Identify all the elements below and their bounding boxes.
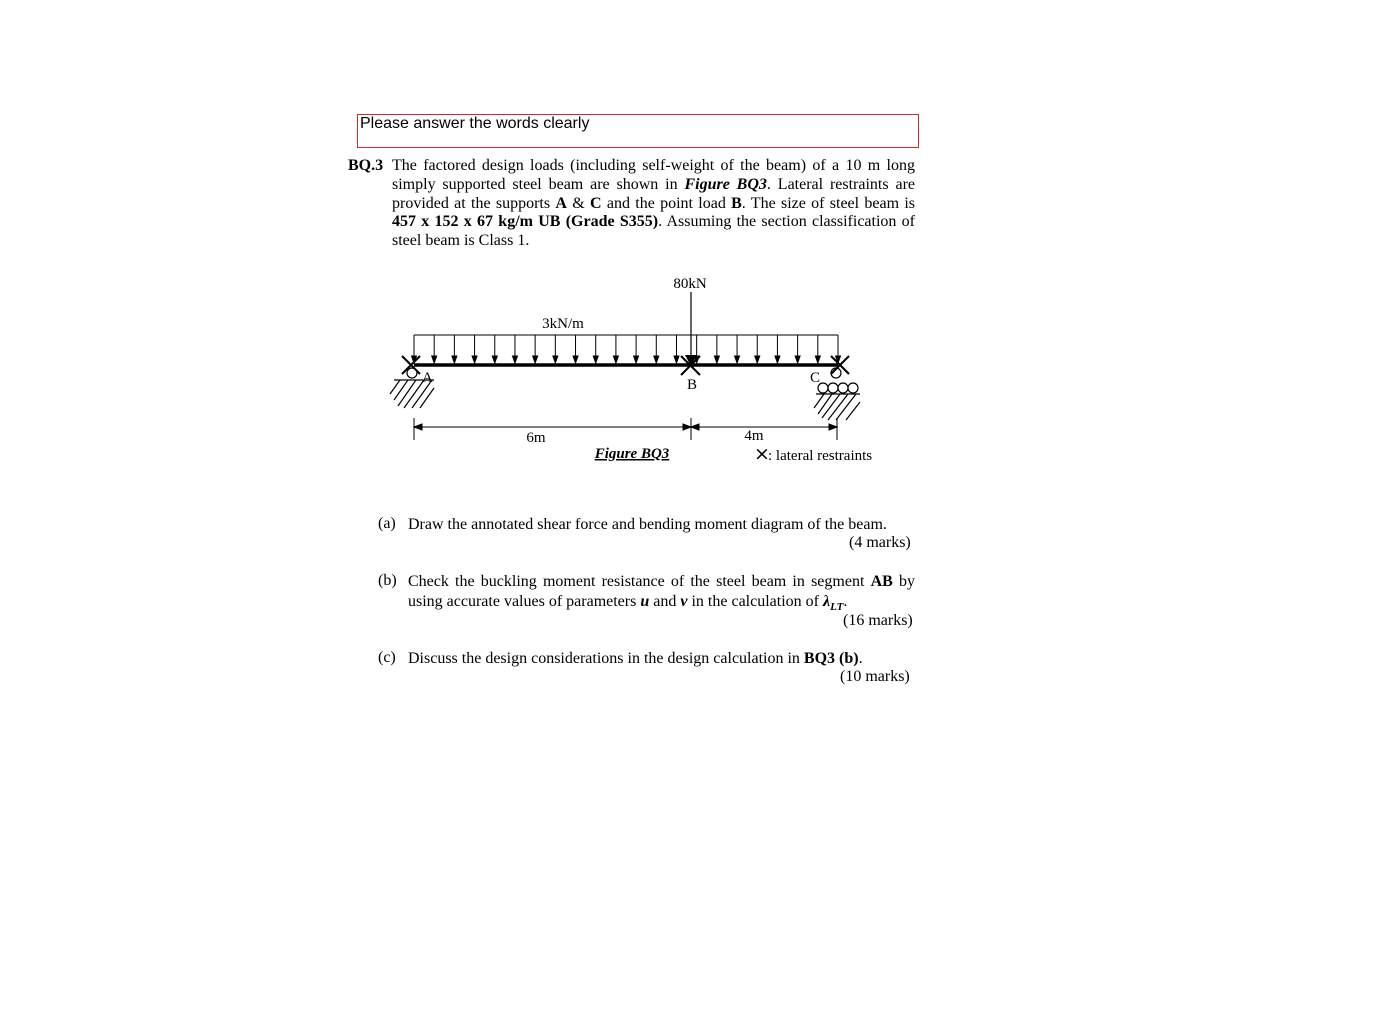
udl-arrowhead [775, 356, 780, 363]
udl-arrowhead [815, 356, 820, 363]
udl-arrowhead [472, 356, 477, 363]
udl-arrowhead [634, 356, 639, 363]
part-c-label: (c) [378, 649, 396, 666]
part-b-text: Check the buckling moment resistance of the steel beam in segment AB by using accurate values of parameters u and v in the calculation of $\lambda_{LT}$. [408, 573, 915, 613]
udl-arrowhead [533, 356, 538, 363]
answer-instruction-box [357, 114, 919, 148]
udl-arrowhead [492, 356, 497, 363]
udl-arrowhead [512, 356, 517, 363]
lateral-restraint-legend-icon: × [754, 443, 770, 465]
lateral-restraint-legend: : lateral restraints [768, 448, 873, 464]
part-a-text: Draw the annotated shear force and bending moment diagram of the beam. [408, 516, 887, 533]
point-b-label: B [686, 377, 698, 393]
udl-arrowhead [452, 356, 457, 363]
question-statement: The factored design loads (including self-weight of the beam) of a 10 m long simply supported steel beam are shown in Figure BQ3. Lateral restraints are provided at the supports A & C and the point load B. The size of steel beam is 457 x 152 x 67 kg/m UB (Grade S355). Assuming the section classification of steel beam is Class 1. [392, 157, 916, 250]
part-a-label: (a) [378, 515, 396, 532]
udl-arrowhead [613, 356, 618, 363]
support-c-label: C [810, 370, 821, 386]
udl-arrowhead [553, 356, 558, 363]
udl-label: 3kN/m [542, 316, 584, 332]
figure-caption: Figure BQ3 [594, 446, 670, 462]
span-bc-label: 4m [744, 428, 764, 444]
udl-arrowhead [755, 356, 760, 363]
beam-figure [380, 270, 900, 470]
part-b-marks: (16 marks) [843, 612, 913, 629]
answer-instruction-text: Please answer the words clearly [360, 115, 590, 132]
udl-arrowhead [432, 356, 437, 363]
udl-arrows [412, 335, 841, 363]
udl-arrowhead [795, 356, 800, 363]
support-c [814, 368, 860, 420]
udl-arrowhead [714, 356, 719, 363]
part-b-label: (b) [378, 572, 397, 589]
udl-arrowhead [674, 356, 679, 363]
udl-arrowhead [735, 356, 740, 363]
support-a-label: A [422, 370, 433, 386]
span-ab-label: 6m [526, 430, 546, 446]
part-c-marks: (10 marks) [840, 668, 910, 685]
part-a-marks: (4 marks) [849, 534, 911, 551]
part-c-text: Discuss the design considerations in the design calculation in BQ3 (b). [408, 650, 863, 667]
udl-arrowhead [593, 356, 598, 363]
udl-arrowhead [654, 356, 659, 363]
dimension-lines [414, 418, 837, 440]
udl-arrowhead [573, 356, 578, 363]
question-number: BQ.3 [348, 157, 384, 174]
point-load-label: 80kN [673, 276, 707, 292]
